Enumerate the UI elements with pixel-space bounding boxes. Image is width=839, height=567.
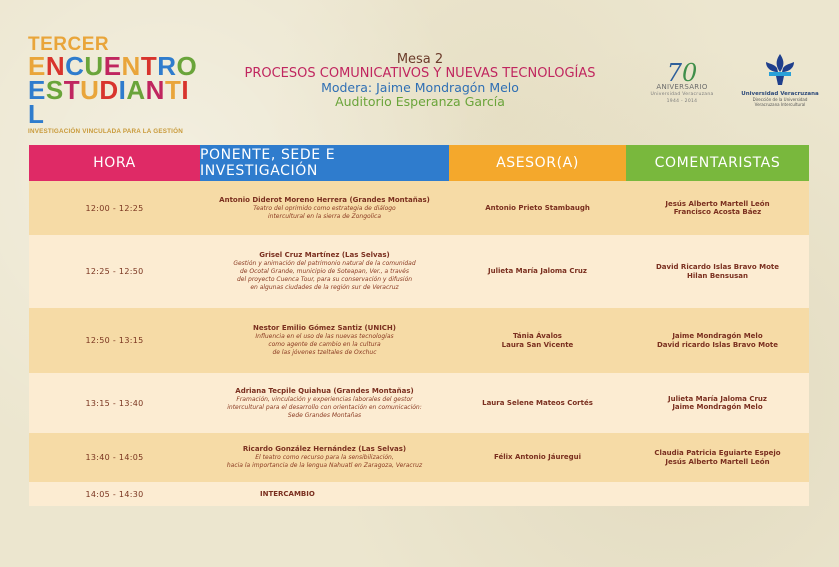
cell-ponente bbox=[200, 482, 449, 506]
header-hora: HORA bbox=[29, 145, 200, 181]
research-title-line: hacia la importancia de la lengua Nahuatl en Zaragoza, Veracruz bbox=[226, 462, 423, 469]
session-header bbox=[210, 53, 630, 109]
cell-hora: 12:50 - 13:15 bbox=[85, 336, 144, 345]
comentarista-name: Jaime Mondragón Melo bbox=[672, 332, 763, 340]
cell-ponente bbox=[200, 373, 449, 433]
table-body bbox=[29, 181, 809, 506]
comentarista-name: Claudia Patricia Eguiarte Espejo bbox=[654, 449, 781, 457]
asesor-name: Julieta María Jaloma Cruz bbox=[488, 267, 587, 275]
logo-line-estudiantil: ESTUDIANTIL bbox=[28, 75, 190, 129]
research-title-line: Sede Grandes Montañas bbox=[287, 411, 362, 419]
header-ponente: PONENTE, SEDE E INVESTIGACIÓN bbox=[200, 145, 449, 181]
session-number: Mesa 2 bbox=[396, 52, 444, 67]
table-row bbox=[29, 482, 809, 506]
research-title-line: intercultural en la sierra de Zongolica bbox=[267, 212, 382, 220]
schedule-table bbox=[29, 145, 809, 506]
table-row bbox=[29, 235, 809, 308]
cell-ponente bbox=[200, 235, 449, 308]
cell-asesor bbox=[449, 373, 626, 433]
asesor-name: Antonio Prieto Stambaugh bbox=[485, 203, 590, 212]
anniversary-years: 1944 - 2014 bbox=[666, 99, 698, 104]
header-asesor: ASESOR(A) bbox=[449, 145, 626, 181]
comentarista-name: David Ricardo Islas Bravo Mote bbox=[655, 263, 779, 271]
fleur-de-lis-icon bbox=[763, 52, 797, 88]
session-title: PROCESOS COMUNICATIVOS Y NUEVAS TECNOLOGÍAS bbox=[244, 66, 596, 81]
anniversary-label: ANIVERSARIO bbox=[656, 83, 708, 91]
comentarista-name: Julieta María Jaloma Cruz bbox=[668, 394, 767, 403]
comentarista-name: Jaime Mondragón Melo bbox=[672, 403, 763, 411]
logo-line-tercer: TERCER bbox=[28, 34, 110, 55]
table-row bbox=[29, 433, 809, 482]
comentarista-name: David ricardo Islas Bravo Mote bbox=[656, 340, 779, 349]
cell-comentaristas bbox=[626, 308, 809, 373]
research-title-line: El teatro como recurso para la sensibilización, bbox=[255, 454, 394, 461]
research-title-line: Framación, vinculación y experiencias laborales del gestor bbox=[236, 395, 413, 403]
table-header bbox=[29, 145, 809, 181]
university-dept: Dirección de la Universidad Veracruzana Intercultural bbox=[752, 97, 808, 107]
cell-ponente bbox=[200, 433, 449, 482]
cell-comentaristas bbox=[626, 181, 809, 235]
research-title-line: Influencia en el uso de las nuevas tecnologías bbox=[255, 333, 394, 340]
research-title-line: del proyecto Cuenca Tour, para su conservación y difusión bbox=[236, 276, 413, 283]
asesor-name: Félix Antonio Jáuregui bbox=[493, 453, 582, 461]
ponente-name: Nestor Emilio Gómez Santiz (UNICH) bbox=[253, 324, 396, 332]
research-title-line: como agente de cambio en la cultura bbox=[268, 341, 381, 348]
asesor-name: Tánia Ávalos bbox=[513, 331, 562, 340]
logo-line-encuentro: ENCUENTRO bbox=[28, 51, 198, 81]
cell-asesor bbox=[449, 482, 626, 506]
header-comentaristas: COMENTARISTAS bbox=[626, 145, 809, 181]
session-venue: Auditorio Esperanza García bbox=[335, 94, 505, 109]
cell-asesor bbox=[449, 235, 626, 308]
cell-comentaristas bbox=[626, 373, 809, 433]
ponente-name: Grisel Cruz Martínez (Las Selvas) bbox=[259, 251, 390, 259]
ponente-name: INTERCAMBIO bbox=[260, 489, 315, 498]
ponente-name: Adriana Tecpile Quiahua (Grandes Montañas) bbox=[235, 386, 414, 395]
asesor-name: Laura Selene Mateos Cortés bbox=[482, 398, 593, 407]
cell-hora: 12:00 - 12:25 bbox=[85, 203, 144, 213]
cell-comentaristas bbox=[626, 433, 809, 482]
cell-asesor bbox=[449, 308, 626, 373]
comentarista-name: Francisco Acosta Báez bbox=[673, 208, 762, 216]
logo-tagline: INVESTIGACIÓN VINCULADA PARA LA GESTIÓN bbox=[28, 128, 183, 135]
research-title-line: intercultural para el desarrollo con orientación en comunicación: bbox=[227, 403, 422, 411]
university-name: Universidad Veracruzana bbox=[741, 91, 819, 97]
anniversary-number: 70 bbox=[666, 59, 698, 87]
anniversary-logo bbox=[647, 59, 717, 105]
asesor-name: Laura San Vicente bbox=[501, 340, 574, 349]
comentarista-name: Hilan Bensusan bbox=[687, 271, 748, 280]
cell-comentaristas bbox=[626, 235, 809, 308]
cell-hora: 12:25 - 12:50 bbox=[85, 267, 144, 276]
cell-hora: 14:05 - 14:30 bbox=[85, 489, 144, 499]
university-logo bbox=[740, 52, 820, 107]
ponente-name: Ricardo González Hernández (Las Selvas) bbox=[242, 445, 407, 453]
research-title-line: Gestión y animación del patrimonio natural de la comunidad bbox=[233, 260, 416, 267]
comentarista-name: Jesús Alberto Martell León bbox=[665, 457, 770, 466]
research-title-line: de Ocotal Grande, municipio de Soteapan, Ver., a través bbox=[240, 268, 409, 275]
cell-asesor bbox=[449, 181, 626, 235]
research-title-line: de las jóvenes tzeltales de Oxchuc bbox=[272, 349, 377, 356]
cell-ponente bbox=[200, 181, 449, 235]
table-row bbox=[29, 373, 809, 433]
event-logo bbox=[28, 36, 203, 135]
table-row bbox=[29, 181, 809, 235]
research-title-line: en algunas ciudades de la región sur de Veracruz bbox=[250, 284, 399, 291]
ponente-name: Antonio Diderot Moreno Herrera (Grandes Montañas) bbox=[219, 195, 430, 204]
cell-comentaristas bbox=[626, 482, 809, 506]
comentarista-name: Jesús Alberto Martell León bbox=[665, 199, 770, 208]
cell-asesor bbox=[449, 433, 626, 482]
research-title-line: Teatro del oprimido como estrategia de diálogo bbox=[253, 204, 396, 212]
anniversary-sub: Universidad Veracruzana bbox=[650, 92, 714, 97]
session-moderator: Modera: Jaime Mondragón Melo bbox=[321, 80, 519, 95]
cell-ponente bbox=[200, 308, 449, 373]
cell-hora: 13:15 - 13:40 bbox=[85, 398, 144, 408]
table-row bbox=[29, 308, 809, 373]
cell-hora: 13:40 - 14:05 bbox=[85, 453, 144, 462]
